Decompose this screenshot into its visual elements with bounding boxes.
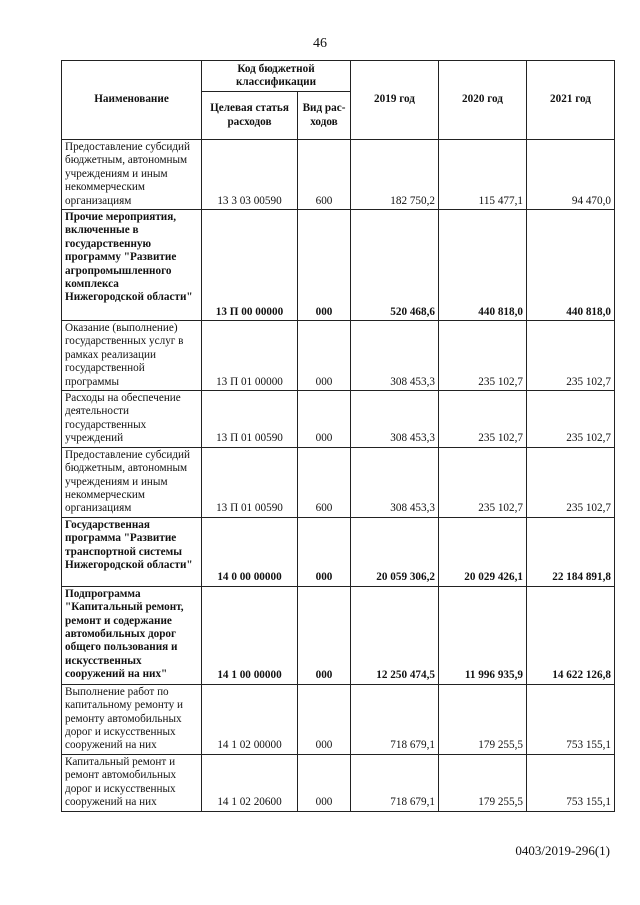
row-2020: 235 102,7 xyxy=(439,447,527,517)
table-row xyxy=(62,391,615,448)
table-row xyxy=(62,586,615,684)
header-expense-kind: Вид рас- ходов xyxy=(298,92,351,140)
header-name: Наименование xyxy=(62,61,202,140)
table-row xyxy=(62,140,615,210)
row-name: Подпрограмма "Капитальный ремонт, ремонт и содержание автомобильных дорог общего пользования и искусственных сооружений на них" xyxy=(62,586,202,684)
table-row xyxy=(62,517,615,586)
row-2020: 11 996 935,9 xyxy=(439,586,527,684)
row-name: Капитальный ремонт и ремонт автомобильных дорог и искусственных сооружений на них xyxy=(62,754,202,811)
page-number: 46 xyxy=(313,36,327,51)
row-2021: 14 622 126,8 xyxy=(527,586,615,684)
table-row xyxy=(62,684,615,754)
row-2019: 20 059 306,2 xyxy=(351,517,439,586)
row-kind: 000 xyxy=(298,321,351,391)
row-kind: 000 xyxy=(298,754,351,811)
row-code: 13 П 01 00590 xyxy=(202,447,298,517)
row-name: Расходы на обеспечение деятельности государственных учреждений xyxy=(62,391,202,448)
row-2020: 235 102,7 xyxy=(439,391,527,448)
row-kind: 000 xyxy=(298,210,351,321)
row-2021: 235 102,7 xyxy=(527,447,615,517)
row-2019: 182 750,2 xyxy=(351,140,439,210)
row-2021: 94 470,0 xyxy=(527,140,615,210)
row-name: Предоставление субсидий бюджетным, автономным учреждениям и иным некоммерческим организациям xyxy=(62,140,202,210)
row-code: 13 П 00 00000 xyxy=(202,210,298,321)
row-2021: 235 102,7 xyxy=(527,391,615,448)
header-2020: 2020 год xyxy=(439,61,527,140)
row-name: Выполнение работ по капитальному ремонту и ремонту автомобильных дорог и искусственных сооружений на них xyxy=(62,684,202,754)
row-2019: 718 679,1 xyxy=(351,754,439,811)
document-code: 0403/2019-296(1) xyxy=(515,843,610,858)
row-name: Государственная программа "Развитие транспортной системы Нижегородской области" xyxy=(62,517,202,586)
header-2021: 2021 год xyxy=(527,61,615,140)
row-2021: 235 102,7 xyxy=(527,321,615,391)
row-2021: 753 155,1 xyxy=(527,684,615,754)
row-code: 14 1 02 00000 xyxy=(202,684,298,754)
row-kind: 600 xyxy=(298,140,351,210)
row-2019: 12 250 474,5 xyxy=(351,586,439,684)
row-code: 13 П 01 00590 xyxy=(202,391,298,448)
row-kind: 000 xyxy=(298,684,351,754)
row-name: Прочие мероприятия, включенные в государственную программу "Развитие агропромышленного комплекса Нижегородской области" xyxy=(62,210,202,321)
header-code-group: Код бюджетной классификации xyxy=(202,61,351,92)
table-row xyxy=(62,210,615,321)
row-2020: 20 029 426,1 xyxy=(439,517,527,586)
row-kind: 000 xyxy=(298,391,351,448)
row-code: 14 1 02 20600 xyxy=(202,754,298,811)
row-kind: 600 xyxy=(298,447,351,517)
row-2020: 179 255,5 xyxy=(439,684,527,754)
row-2020: 235 102,7 xyxy=(439,321,527,391)
row-code: 13 3 03 00590 xyxy=(202,140,298,210)
row-name: Оказание (выполнение) государственных услуг в рамках реализации государственной программы xyxy=(62,321,202,391)
row-2019: 520 468,6 xyxy=(351,210,439,321)
header-target-article: Целевая статья расходов xyxy=(202,92,298,140)
row-2021: 440 818,0 xyxy=(527,210,615,321)
row-2019: 308 453,3 xyxy=(351,321,439,391)
row-kind: 000 xyxy=(298,517,351,586)
table-row xyxy=(62,321,615,391)
row-code: 14 1 00 00000 xyxy=(202,586,298,684)
table-row xyxy=(62,754,615,811)
row-kind: 000 xyxy=(298,586,351,684)
row-2019: 308 453,3 xyxy=(351,447,439,517)
row-code: 14 0 00 00000 xyxy=(202,517,298,586)
budget-table xyxy=(61,60,615,812)
row-2020: 115 477,1 xyxy=(439,140,527,210)
row-2019: 718 679,1 xyxy=(351,684,439,754)
row-2019: 308 453,3 xyxy=(351,391,439,448)
header-2019: 2019 год xyxy=(351,61,439,140)
row-2021: 22 184 891,8 xyxy=(527,517,615,586)
row-code: 13 П 01 00000 xyxy=(202,321,298,391)
row-2020: 179 255,5 xyxy=(439,754,527,811)
table-row xyxy=(62,447,615,517)
row-2021: 753 155,1 xyxy=(527,754,615,811)
row-name: Предоставление субсидий бюджетным, автономным учреждениям и иным некоммерческим организациям xyxy=(62,447,202,517)
row-2020: 440 818,0 xyxy=(439,210,527,321)
